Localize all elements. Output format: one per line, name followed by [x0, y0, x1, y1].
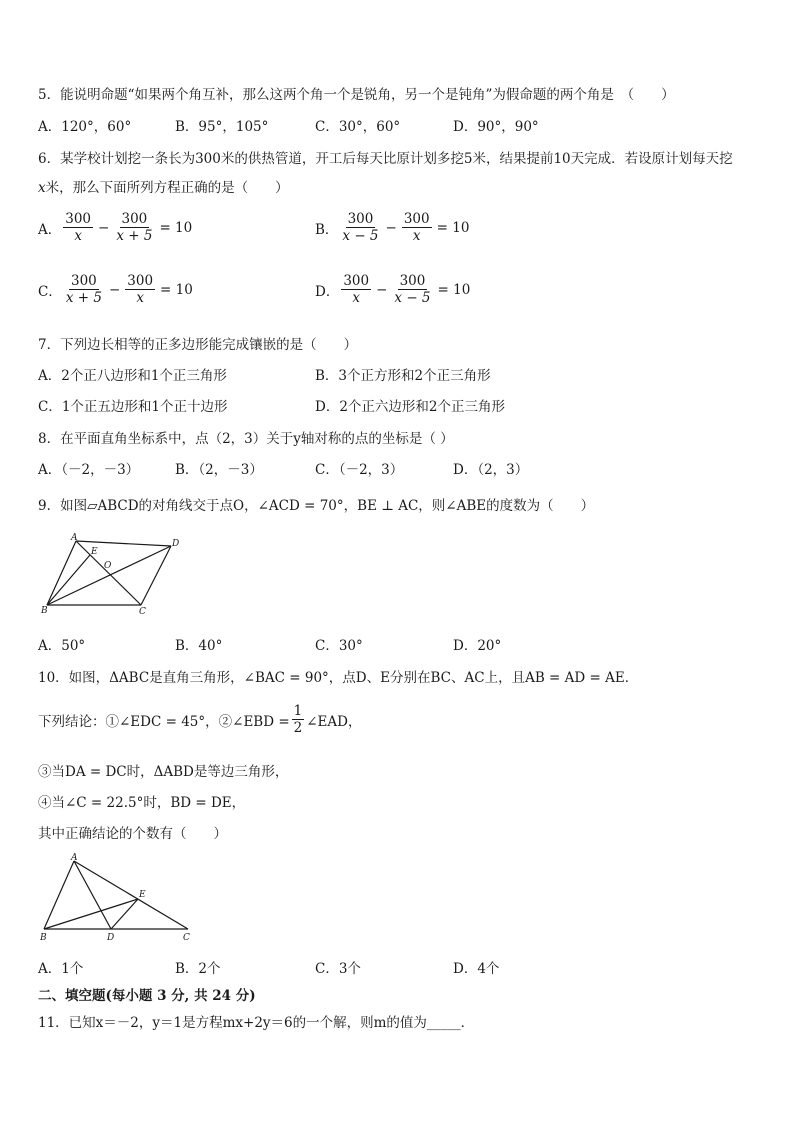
q5-option-c: C．30°，60°: [315, 119, 401, 135]
segment-ad: [74, 861, 111, 929]
q5-stem: 5．能说明命题“如果两个角互补，那么这两个角一个是锐角，另一个是钝角”为假命题的两个角是 （ ）: [38, 87, 675, 103]
diagonal-bd: [47, 546, 171, 605]
q6-variable: x: [38, 180, 46, 196]
q10-conclusion-3: ③当DA = DC时，ΔABD是等边三角形，: [38, 764, 289, 780]
section-title-fill-in: 二、填空题(每小题 3 分, 共 24 分): [38, 988, 256, 1004]
triangle-figure: [38, 851, 198, 943]
q6-option-a-label: A．: [38, 221, 62, 238]
q10-conclusions-1-2: [38, 703, 362, 736]
q7-option-b: B．3个正方形和2个正三角形: [315, 368, 491, 384]
q10-stem: 10．如图，ΔABC是直角三角形，∠BAC = 90°，点D、E分别在BC、AC上，且AB = AD = AE．: [38, 670, 639, 686]
q10-option-a: A．1个: [38, 961, 84, 977]
fraction: $\frac{300}{x}$: [127, 273, 154, 306]
q5-option-d: D．90°，90°: [453, 119, 539, 135]
label-c: C: [139, 607, 146, 615]
fraction-one-half: $\frac{1}{2}$: [293, 703, 303, 736]
label-d: D: [172, 539, 180, 549]
q7-stem: 7．下列边长相等的正多边形能完成镶嵌的是（ ）: [38, 337, 358, 353]
q8-option-c: C．（－2，3）: [315, 462, 404, 478]
side-ad: [76, 541, 171, 546]
fraction: $\frac{300}{x - 5}$: [342, 211, 379, 244]
fraction: $\frac{300}{x - 5}$: [394, 273, 431, 306]
fraction: $\frac{300}{x}$: [403, 211, 430, 244]
q10-option-d: D．4个: [453, 961, 500, 977]
label-a: A: [71, 853, 78, 863]
side-ab: [47, 541, 76, 605]
fraction: $\frac{300}{x}$: [343, 273, 370, 306]
label-c: C: [183, 933, 190, 943]
q6-option-d: [315, 273, 473, 306]
label-d: D: [107, 933, 115, 943]
q10-option-c: C．3个: [315, 961, 361, 977]
minus-sign: −: [108, 281, 121, 298]
parallelogram-figure: [38, 533, 188, 615]
q6-stem-rest: 米，那么下面所列方程正确的是（ ）: [45, 180, 289, 196]
q7-option-c: C．1个正五边形和1个正十边形: [38, 399, 228, 415]
q7-option-d: D．2个正六边形和2个正三角形: [315, 399, 506, 415]
q6-option-b-label: B．: [315, 221, 339, 238]
q6-option-c: [38, 273, 196, 306]
label-b: B: [41, 606, 48, 615]
label-a: A: [71, 533, 78, 543]
q9-stem: 9．如图▱ABCD的对角线交于点O，∠ACD = 70°，BE ⊥ AC，则∠ABE的度数为（ ）: [38, 498, 595, 514]
q6-stem-line1: 6．某学校计划挖一条长为300米的供热管道，开工后每天比原计划多挖5米，结果提前10天完成．若设原计划每天挖: [38, 151, 733, 167]
q10-conclusion-4: ④当∠C = 22.5°时，BD = DE，: [38, 795, 246, 811]
q5-option-a: A．120°，60°: [38, 119, 132, 135]
q8-option-a: A．（－2，－3）: [38, 462, 140, 478]
q9-option-c: C．30°: [315, 638, 363, 654]
q10-question: 其中正确结论的个数有（ ）: [38, 826, 227, 842]
equation-rhs: = 10: [437, 281, 471, 298]
q8-stem: 8．在平面直角坐标系中，点（2，3）关于y轴对称的点的坐标是（ ）: [38, 431, 454, 447]
q9-option-a: A．50°: [38, 638, 86, 654]
minus-sign: −: [376, 281, 388, 298]
minus-sign: −: [385, 219, 397, 236]
fraction: $\frac{300}{x}$: [65, 211, 92, 244]
side-ac: [74, 861, 188, 929]
diagonal-ac: [76, 541, 141, 605]
label-b: B: [40, 933, 47, 943]
q9-option-b: B．40°: [175, 638, 223, 654]
minus-sign: −: [98, 219, 110, 236]
side-ab: [44, 861, 74, 929]
equation-rhs: = 10: [436, 219, 470, 236]
fraction: $\frac{300}{x + 5}$: [116, 211, 153, 244]
q8-option-b: B．（2，－3）: [175, 462, 263, 478]
segment-be: [47, 555, 90, 605]
q8-option-d: D．（2，3）: [453, 462, 529, 478]
q6-option-c-label: C．: [38, 283, 62, 300]
q6-option-a: [38, 211, 195, 244]
q6-stem-line2: [38, 176, 289, 196]
label-e: E: [139, 890, 146, 900]
label-o: O: [104, 561, 112, 571]
fraction: $\frac{300}{x + 5}$: [65, 273, 102, 306]
side-cd: [141, 546, 171, 605]
label-e: E: [91, 547, 98, 557]
equation-rhs: = 10: [160, 281, 193, 298]
q11-stem: 11．已知x＝－2，y＝1是方程mx+2y＝6的一个解，则m的值为_____．: [38, 1015, 475, 1031]
q10-option-b: B．2个: [175, 961, 221, 977]
q6-option-b: [315, 211, 472, 244]
q5-option-b: B．95°，105°: [175, 119, 269, 135]
q7-option-a: A．2个正八边形和1个正三角形: [38, 368, 227, 384]
q10-conclusion-text-end: ∠EAD，: [306, 713, 362, 730]
q10-conclusion-text: 下列结论：①∠EDC = 45°，②∠EBD =: [38, 713, 290, 730]
q9-option-d: D．20°: [453, 638, 502, 654]
equation-rhs: = 10: [159, 219, 193, 236]
q6-option-d-label: D．: [315, 283, 340, 300]
